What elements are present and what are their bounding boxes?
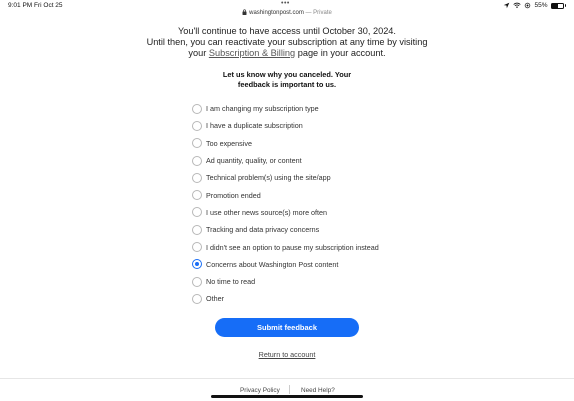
need-help-link[interactable]: Need Help? — [301, 387, 335, 394]
reason-option-label: Concerns about Washington Post content — [206, 259, 339, 269]
address-bar[interactable] — [0, 9, 574, 16]
footer-separator — [289, 385, 290, 394]
location-icon — [503, 2, 510, 9]
reason-option[interactable] — [192, 204, 432, 221]
status-date: Fri Oct 25 — [34, 2, 63, 9]
reason-option[interactable] — [192, 273, 432, 290]
access-notice-prefix: your — [188, 47, 207, 58]
reason-option-label: Ad quantity, quality, or content — [206, 156, 302, 166]
reason-option[interactable] — [192, 135, 432, 152]
reason-option-label: Tracking and data privacy concerns — [206, 225, 320, 235]
reason-option[interactable] — [192, 169, 432, 186]
radio-button[interactable] — [192, 104, 202, 114]
radio-button[interactable] — [192, 225, 202, 235]
reason-option[interactable] — [192, 290, 432, 307]
hotspot-icon — [524, 2, 531, 9]
radio-button[interactable] — [192, 277, 202, 287]
reason-option-label: I didn't see an option to pause my subscription instead — [206, 242, 379, 252]
reason-option-label: Too expensive — [206, 138, 252, 148]
radio-button[interactable] — [192, 294, 202, 304]
reason-option-label: I use other news source(s) more often — [206, 207, 328, 217]
reason-option[interactable] — [192, 221, 432, 238]
cancellation-reason-list — [192, 100, 432, 308]
battery-nub — [565, 4, 567, 7]
reason-option[interactable] — [192, 256, 432, 273]
private-label: Private — [313, 10, 332, 16]
battery-percent: 55% — [534, 2, 548, 9]
multitasking-dots-icon[interactable]: ••• — [281, 0, 290, 7]
subscription-billing-link[interactable]: Subscription & Billing — [208, 47, 296, 58]
home-indicator[interactable] — [211, 395, 363, 398]
radio-button[interactable] — [192, 190, 202, 200]
access-notice-line2: Until then, you can reactivate your subscription at any time by visiting — [146, 36, 428, 47]
access-notice — [0, 26, 574, 58]
reason-option[interactable] — [192, 117, 432, 134]
battery-icon — [551, 3, 564, 9]
radio-button[interactable] — [192, 156, 202, 166]
return-to-account-link[interactable]: Return to account — [258, 350, 316, 359]
reason-option-label: I have a duplicate subscription — [206, 121, 303, 131]
reason-option-label: Promotion ended — [206, 190, 261, 200]
radio-button[interactable] — [192, 242, 202, 252]
lock-icon — [242, 9, 247, 15]
reason-option[interactable] — [192, 152, 432, 169]
feedback-prompt-line2: feedback is important to us. — [237, 80, 337, 89]
access-notice-line3 — [0, 48, 574, 59]
feedback-prompt-line1: Let us know why you canceled. Your — [222, 70, 352, 79]
reason-option-label: No time to read — [206, 277, 256, 287]
reason-option[interactable] — [192, 100, 432, 117]
wifi-icon — [513, 2, 521, 9]
access-notice-line1: You'll continue to have access until October 30, 2024. — [178, 26, 396, 36]
url-domain: washingtonpost.com — [249, 10, 304, 16]
reason-option-label: I am changing my subscription type — [206, 104, 319, 114]
radio-button[interactable] — [192, 259, 202, 269]
radio-button[interactable] — [192, 173, 202, 183]
feedback-prompt — [0, 70, 574, 90]
reason-option[interactable] — [192, 186, 432, 203]
footer-divider — [0, 378, 574, 379]
reason-option[interactable] — [192, 238, 432, 255]
access-notice-suffix: page in your account. — [297, 47, 386, 58]
radio-button[interactable] — [192, 138, 202, 148]
reason-option-label: Other — [206, 294, 224, 304]
status-indicators — [503, 2, 566, 9]
radio-button[interactable] — [192, 121, 202, 131]
reason-option-label: Technical problem(s) using the site/app — [206, 173, 331, 183]
status-time: 9:01 PM — [8, 2, 33, 9]
submit-feedback-button[interactable]: Submit feedback — [215, 318, 359, 337]
privacy-policy-link[interactable]: Privacy Policy — [240, 387, 280, 394]
radio-button[interactable] — [192, 207, 202, 217]
url-separator: — — [305, 10, 312, 16]
